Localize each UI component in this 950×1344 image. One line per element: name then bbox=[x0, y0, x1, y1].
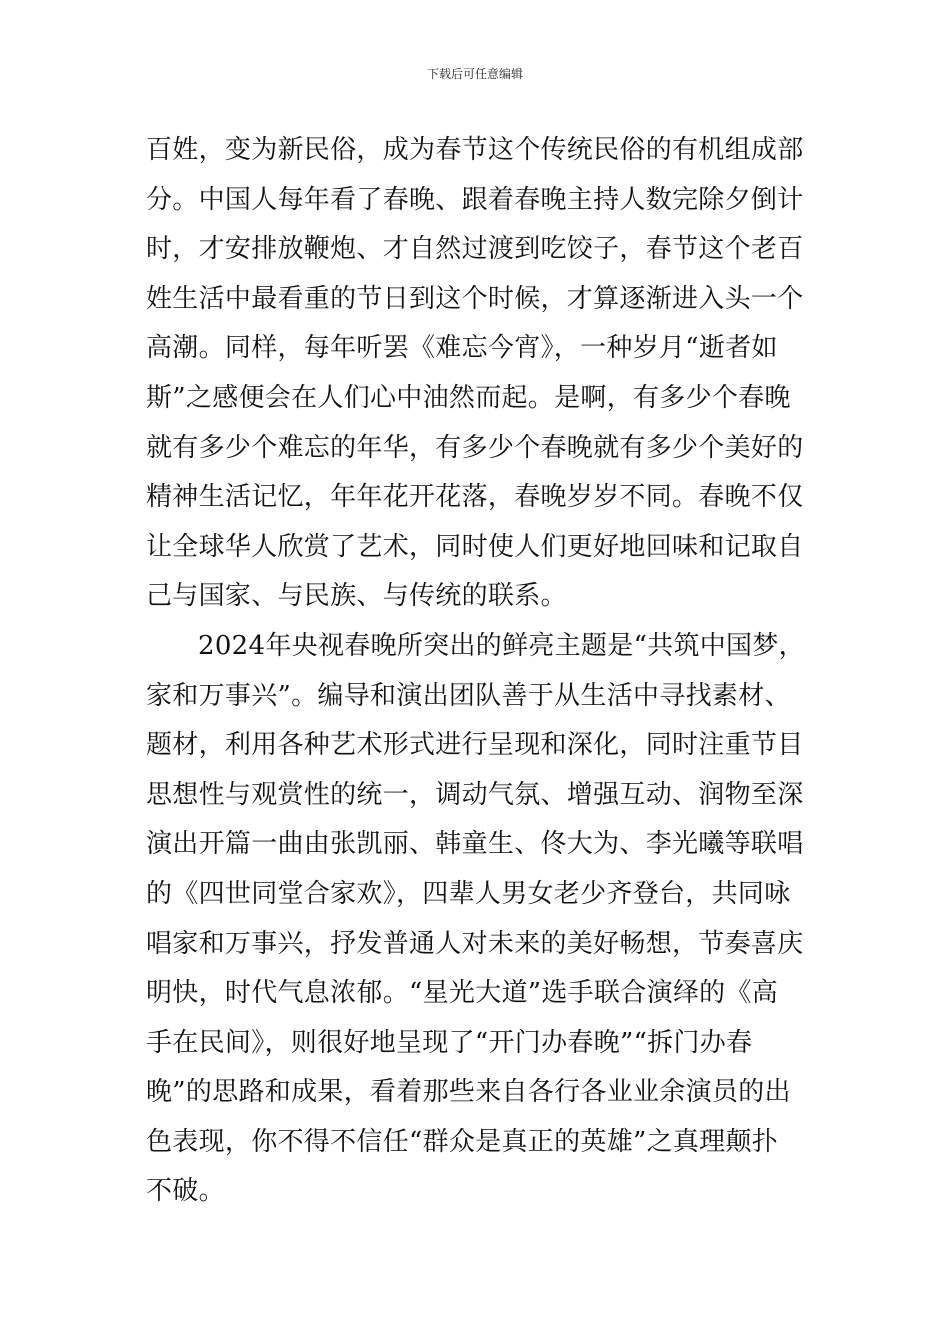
text-line: 就有多少个难忘的年华，有多少个春晚就有多少个美好的 bbox=[146, 432, 804, 463]
paragraph-1 bbox=[146, 126, 811, 622]
text-line: 分。中国人每年看了春晚、跟着春晚主持人数完除夕倒计 bbox=[146, 184, 804, 215]
text-line: 高潮。同样，每年听罢《难忘今宵》，一种岁月“逝者如 bbox=[146, 333, 778, 364]
text-line: 己与国家、与民族、与传统的联系。 bbox=[146, 581, 567, 612]
paragraph-2 bbox=[146, 622, 811, 1217]
text-line: 明快，时代气息浓郁。“星光大道”选手联合演绎的《高 bbox=[146, 978, 779, 1009]
text-line: 唱家和万事兴，抒发普通人对未来的美好畅想，节奏喜庆 bbox=[146, 928, 804, 959]
text-line: 家和万事兴”。编导和演出团队善于从生活中寻找素材、 bbox=[146, 680, 791, 711]
page-header-note: 下载后可任意编辑 bbox=[426, 67, 523, 81]
text-line: 演出开篇一曲由张凯丽、韩童生、佟大为、李光曦等联唱 bbox=[146, 829, 804, 860]
document-body bbox=[146, 126, 811, 1217]
text-line: 晚”的思路和成果，看着那些来自各行各业业余演员的出 bbox=[146, 1077, 791, 1108]
text-line: 题材，利用各种艺术形式进行呈现和深化，同时注重节目 bbox=[146, 730, 804, 761]
text-line: 精神生活记忆，年年花开花落，春晚岁岁不同。春晚不仅 bbox=[146, 482, 804, 513]
text-line: 姓生活中最看重的节日到这个时候，才算逐渐进入头一个 bbox=[146, 283, 804, 314]
text-line: 思想性与观赏性的统一，调动气氛、增强互动、润物至深 bbox=[146, 779, 804, 810]
text-line: 的《四世同堂合家欢》，四辈人男女老少齐登台，共同咏 bbox=[146, 878, 791, 909]
text-line: 时，才安排放鞭炮、才自然过渡到吃饺子，春节这个老百 bbox=[146, 234, 804, 265]
text-line: 手在民间》，则很好地呈现了“开门办春晚”“拆门办春 bbox=[146, 1027, 753, 1058]
text-line: 百姓，变为新民俗，成为春节这个传统民俗的有机组成部 bbox=[146, 135, 804, 165]
text-line: 不破。 bbox=[146, 1176, 225, 1207]
text-line: 让全球华人欣赏了艺术，同时使人们更好地回味和记取自 bbox=[146, 531, 804, 562]
text-line: 斯”之感便会在人们心中油然而起。是啊，有多少个春晚 bbox=[146, 382, 791, 413]
text-line: 2024年央视春晚所突出的鲜亮主题是“共筑中国梦， bbox=[198, 630, 805, 661]
text-line: 色表现，你不得不信任“群众是真正的英雄”之真理颠扑 bbox=[146, 1126, 779, 1157]
